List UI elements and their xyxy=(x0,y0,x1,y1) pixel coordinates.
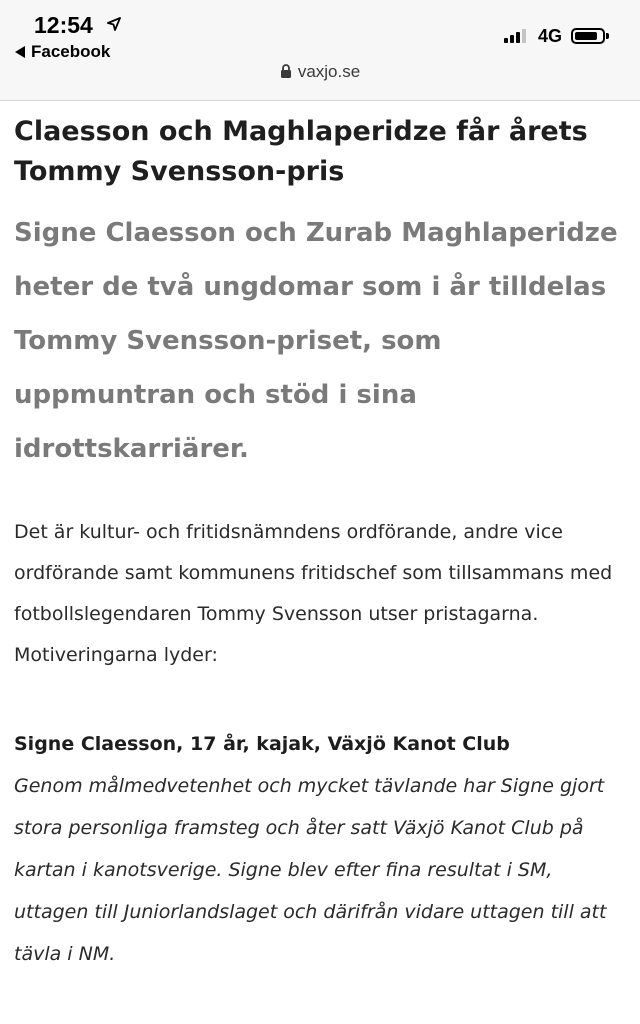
back-app-label: Facebook xyxy=(31,42,111,61)
back-to-app-button[interactable] xyxy=(15,42,110,62)
address-bar[interactable] xyxy=(0,62,640,82)
signal-strength-icon xyxy=(504,29,526,43)
url-text: vaxjo.se xyxy=(297,62,361,81)
article-lead: Signe Claesson och Zurab Maghlaperidze heter de två ungdomar som i år tilldelas Tommy Svensson-priset, som uppmuntran och stöd i sina idrottskarriärer. xyxy=(14,218,618,464)
article xyxy=(14,112,626,975)
status-bar xyxy=(0,0,640,101)
battery-icon xyxy=(571,28,605,44)
clock-time: 12:54 xyxy=(34,12,93,38)
article-body: Det är kultur- och fritidsnämndens ordförande, andre vice ordförande samt kommunens fritidschef som tillsammans med fotbollslegendaren Tommy Svensson utser pristagarna. Motiveringarna lyder: xyxy=(14,521,613,666)
back-triangle-icon xyxy=(15,46,25,58)
network-type: 4G xyxy=(538,26,563,46)
award-motivation: Genom målmedvetenhet och mycket tävlande har Signe gjort stora personliga framsteg och åter satt Växjö Kanot Club på kartan i kanotsverige. Signe blev efter fina resultat i SM, uttagen till Juniorlandslaget och därifrån vidare uttagen till att tävla i NM. xyxy=(14,775,607,965)
award-heading: Signe Claesson, 17 år, kajak, Växjö Kanot Club xyxy=(14,733,510,755)
lock-icon xyxy=(280,64,292,79)
article-title: Claesson och Maghlaperidze får årets Tommy Svensson-pris xyxy=(14,116,588,187)
location-arrow-icon xyxy=(107,17,121,31)
